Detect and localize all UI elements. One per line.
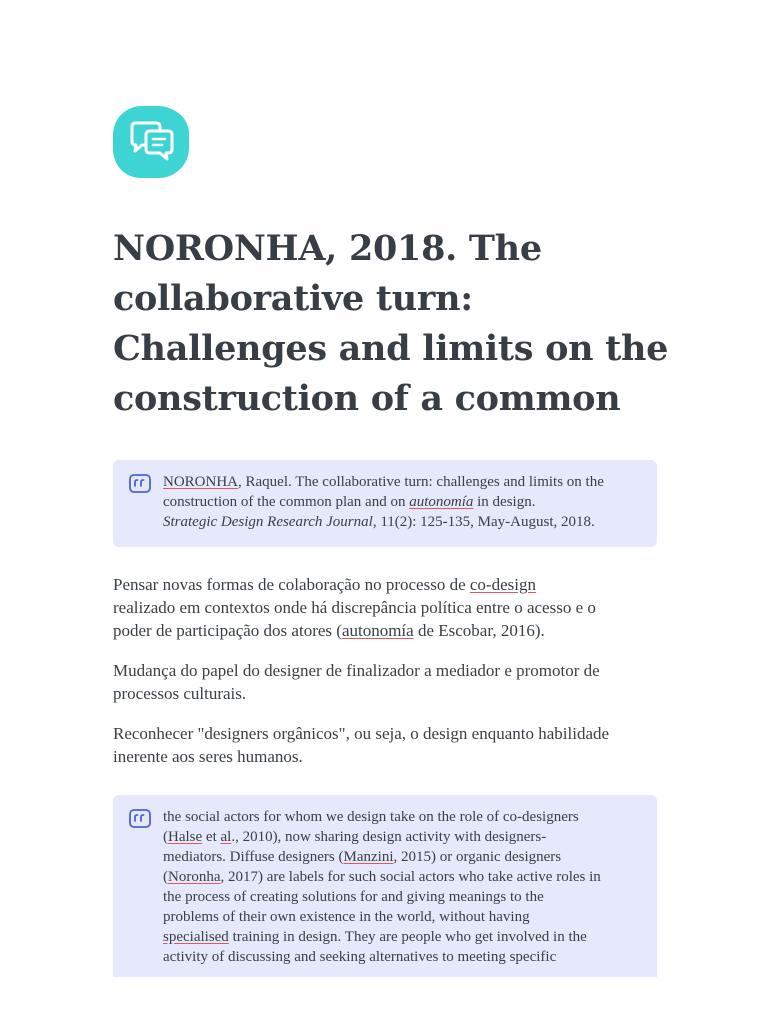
title-line: Challenges and limits on the bbox=[113, 328, 669, 369]
paragraph-line: Mudança do papel do designer de finalizador a mediador e promotor de bbox=[113, 661, 600, 680]
paragraph-line: realizado em contextos onde há discrepância política entre o acesso e o bbox=[113, 598, 596, 617]
quote-text: et bbox=[202, 829, 221, 845]
quote-line: problems of their own existence in the world, without having bbox=[163, 909, 530, 925]
quote-line: the social actors for whom we design take on the role of co-designers bbox=[163, 809, 579, 825]
quote-text: , 2017) are labels for such social actors who take active roles in bbox=[220, 869, 601, 885]
citation-term: autonomía bbox=[409, 494, 474, 510]
quote-text: ., 2010), now sharing design activity with designers- bbox=[231, 829, 547, 845]
title-line: construction of a common bbox=[113, 378, 621, 419]
paragraph-line: Reconhecer "designers orgânicos", ou seja, o design enquanto habilidade bbox=[113, 724, 610, 743]
paragraph-term: autonomía bbox=[341, 621, 414, 640]
quote-icon bbox=[129, 809, 151, 829]
quote-term: al bbox=[220, 829, 232, 845]
quote-term: Noronha bbox=[168, 869, 221, 885]
citation-text: , Raquel. The collaborative turn: challenges and limits on the bbox=[238, 474, 604, 490]
paragraph-text: poder de participação dos atores ( bbox=[113, 621, 342, 640]
citation-callout bbox=[113, 460, 657, 547]
paragraph-line bbox=[113, 573, 663, 596]
quote-term: Halse bbox=[168, 829, 203, 845]
quote-text: mediators. Diffuse designers ( bbox=[163, 849, 344, 865]
quote-line bbox=[163, 927, 639, 947]
title-line: NORONHA, 2018. The bbox=[113, 228, 542, 269]
citation-journal: Strategic Design Research Journal bbox=[163, 514, 373, 530]
quote-text: training in design. They are people who get involved in the bbox=[228, 929, 587, 945]
paragraph-term: co-design bbox=[469, 575, 536, 594]
paragraph bbox=[113, 659, 663, 705]
quote-icon bbox=[129, 474, 151, 494]
quote-line: the process of creating solutions for and giving meanings to the bbox=[163, 889, 544, 905]
paragraph-line: inerente aos seres humanos. bbox=[113, 747, 303, 766]
chat-bubbles-icon bbox=[126, 119, 176, 165]
citation-author: NORONHA bbox=[163, 474, 238, 490]
quote-text: ( bbox=[163, 829, 168, 845]
quote-line bbox=[163, 827, 639, 847]
app-logo bbox=[113, 106, 189, 178]
title-line: collaborative turn: bbox=[113, 278, 473, 319]
citation-text: construction of the common plan and on bbox=[163, 494, 410, 510]
citation-line bbox=[163, 492, 639, 512]
quote-line bbox=[163, 867, 639, 887]
quote-line: activity of discussing and seeking alternatives to meeting specific bbox=[163, 949, 557, 965]
paragraph bbox=[113, 722, 663, 768]
paragraph bbox=[113, 573, 663, 642]
quote-line bbox=[163, 847, 639, 867]
citation-text: in design. bbox=[473, 494, 536, 510]
page-title bbox=[113, 224, 669, 424]
quote-term: specialised bbox=[163, 929, 229, 945]
quote-text: , 2015) or organic designers bbox=[393, 849, 562, 865]
quote-text: ( bbox=[163, 869, 168, 885]
citation-text: , 11(2): 125-135, May-August, 2018. bbox=[372, 514, 595, 530]
citation-line bbox=[163, 512, 639, 532]
paragraph-line: processos culturais. bbox=[113, 684, 247, 703]
citation-line bbox=[163, 472, 639, 492]
quote-term: Manzini bbox=[343, 849, 394, 865]
paragraph-line bbox=[113, 619, 663, 642]
quote-callout bbox=[113, 795, 657, 977]
paragraph-text: Pensar novas formas de colaboração no processo de bbox=[113, 575, 470, 594]
paragraph-text: de Escobar, 2016). bbox=[413, 621, 545, 640]
